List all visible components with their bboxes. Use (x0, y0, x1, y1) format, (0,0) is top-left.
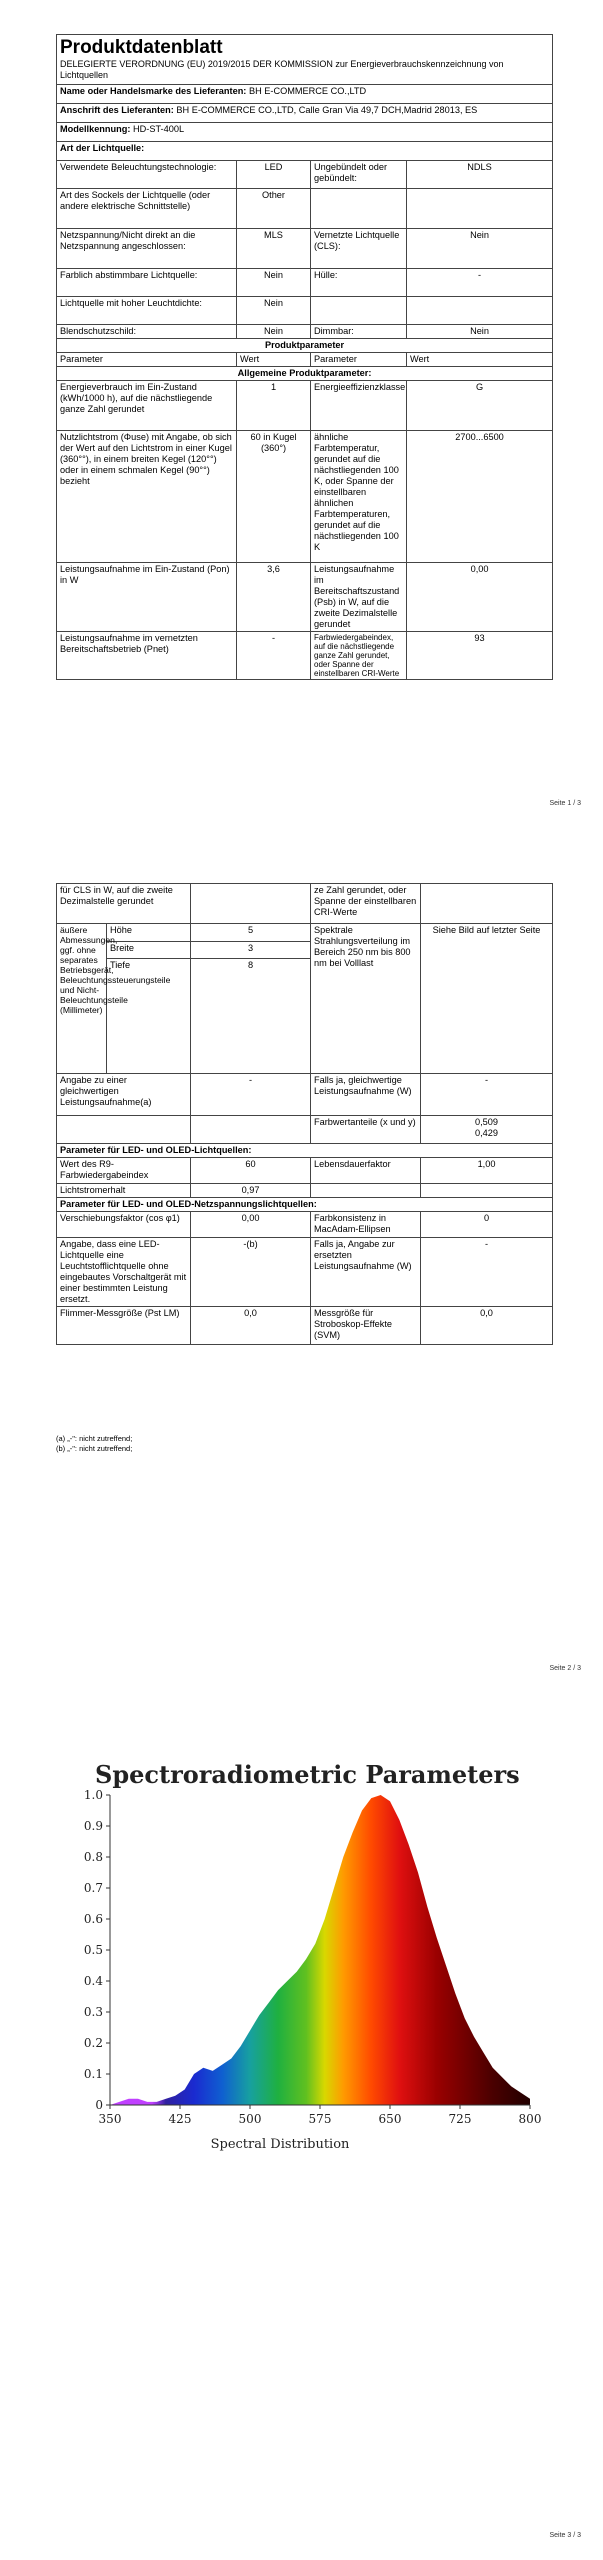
col-header-value-2: Wert (407, 353, 553, 367)
type-row-1-value-2: NDLS (407, 161, 553, 189)
table-row (57, 297, 553, 325)
continued-value-2 (421, 884, 553, 924)
x-tick-label: 425 (168, 2112, 192, 2126)
type-row-2-value-2 (407, 189, 553, 229)
y-tick-label: 0.9 (83, 1819, 103, 1833)
chart-title: Spectroradiometric Parameters (95, 1760, 520, 1789)
equivalent-power-value-2: - (421, 1074, 553, 1116)
replacement-value: -(b) (191, 1238, 311, 1307)
displacement-factor-label: Verschiebungsfaktor (cos φ1) (57, 1212, 191, 1238)
col-header-parameter: Parameter (57, 353, 237, 367)
r9-value: 60 (191, 1158, 311, 1184)
dimension-value-height: 5 (191, 924, 311, 942)
color-consistency-label: Farbkonsistenz in MacAdam-Ellipsen (311, 1212, 421, 1238)
type-row-5-value: Nein (237, 297, 311, 325)
page-3-footer: Seite 3 / 3 (549, 2532, 581, 2539)
type-row-1-label: Verwendete Beleuchtungstechnologie: (57, 161, 237, 189)
survival-value: 1,00 (421, 1158, 553, 1184)
col-header-parameter-2: Parameter (311, 353, 407, 367)
light-source-type-heading: Art der Lichtquelle: (57, 142, 553, 161)
dimensions-label: äußere Abmessungen, ggf. ohne separates Betriebsgerät, Beleuchtungssteuerungsteile und Nicht-Beleuchtungsteile (Millimeter) (57, 924, 107, 1074)
general-row-2-value-2: 2700...6500 (407, 431, 553, 563)
general-row-4-label: Leistungsaufnahme im vernetzten Bereitschaftsbetrieb (Pnet) (57, 632, 237, 680)
y-tick-label: 1.0 (83, 1788, 103, 1802)
led-params-heading: Parameter für LED- und OLED-Lichtquellen: (57, 1144, 553, 1158)
footnote-b: (b) „-": nicht zutreffend; (56, 1444, 133, 1453)
y-tick-label: 0.5 (83, 1943, 103, 1957)
supplier-address-label: Anschrift des Lieferanten: (60, 105, 174, 115)
table-row (57, 269, 553, 297)
table-row (57, 632, 553, 680)
continued-label-2: ze Zahl gerundet, oder Spanne der einstellbaren CRI-Werte (311, 884, 421, 924)
general-row-1-label-2: Energieeffizienzklasse (311, 381, 407, 431)
datasheet-table-page-2 (56, 883, 553, 1345)
type-row-4-value: Nein (237, 269, 311, 297)
footnote-a: (a) „-": nicht zutreffend; (56, 1434, 133, 1443)
equivalent-power-label: Angabe zu einer gleichwertigen Leistungsaufnahme(a) (57, 1074, 191, 1116)
page-1-footer: Seite 1 / 3 (549, 800, 581, 807)
lumen-maintenance-label: Lichtstromerhalt (57, 1184, 191, 1198)
general-row-2-label: Nutzlichtstrom (Φuse) mit Angabe, ob sich der Wert auf den Lichtstrom in einer Kugel (360°°), in einem breiten Kegel (120°°) oder in einem schmalen Kegel (90°°) bezieht (57, 431, 237, 563)
type-row-3-value-2: Nein (407, 229, 553, 269)
x-tick-label: 725 (448, 2112, 472, 2126)
supplier-address-row (57, 104, 553, 123)
page-1 (0, 0, 603, 853)
spectrum-area (110, 1795, 530, 2105)
table-row (57, 1074, 553, 1116)
mains-params-heading: Parameter für LED- und OLED-Netzspannungslichtquellen: (57, 1198, 553, 1212)
type-row-5-label: Lichtquelle mit hoher Leuchtdichte: (57, 297, 237, 325)
page-2 (0, 853, 603, 1706)
y-tick-label: 0.2 (83, 2036, 103, 2050)
general-row-3-value: 3,6 (237, 563, 311, 632)
y-tick-label: 0.6 (83, 1912, 103, 1926)
chromaticity-y: 0,429 (475, 1128, 499, 1138)
type-row-3-label-2: Vernetzte Lichtquelle (CLS): (311, 229, 407, 269)
table-row (57, 229, 553, 269)
table-row (57, 563, 553, 632)
general-params-heading: Allgemeine Produktparameter: (57, 367, 553, 381)
x-tick-label: 500 (238, 2112, 262, 2126)
empty-cell (421, 1184, 553, 1198)
general-row-1-value: 1 (237, 381, 311, 431)
table-row (57, 884, 553, 924)
general-row-1-label: Energieverbrauch im Ein-Zustand (kWh/1000 h), auf die nächstliegende ganze Zahl gerundet (57, 381, 237, 431)
table-row (57, 1158, 553, 1184)
x-tick-label: 650 (378, 2112, 402, 2126)
y-axis-ticks (84, 1788, 110, 2112)
product-params-heading: Produktparameter (57, 339, 553, 353)
x-axis-label: Spectral Distribution (210, 2137, 350, 2152)
displacement-factor-value: 0,00 (191, 1212, 311, 1238)
type-row-2-value: Other (237, 189, 311, 229)
flicker-label: Flimmer-Messgröße (Pst LM) (57, 1307, 191, 1345)
y-tick-label: 0.7 (83, 1881, 103, 1895)
dimension-name-depth: Tiefe (107, 959, 191, 1074)
general-row-4-value-2: 93 (407, 632, 553, 680)
table-row (57, 1238, 553, 1307)
supplier-name-label: Name oder Handelsmarke des Lieferanten: (60, 86, 247, 96)
dimension-value-width: 3 (191, 941, 311, 959)
type-row-3-label: Netzspannung/Nicht direkt an die Netzspannung angeschlossen: (57, 229, 237, 269)
r9-label: Wert des R9-Farbwiedergabeindex (57, 1158, 191, 1184)
chromaticity-values (421, 1116, 553, 1144)
spectral-value: Siehe Bild auf letzter Seite (421, 924, 553, 1074)
spectral-distribution-chart (0, 1735, 603, 2185)
col-header-value: Wert (237, 353, 311, 367)
flicker-value: 0,0 (191, 1307, 311, 1345)
table-row (57, 161, 553, 189)
general-row-1-value-2: G (407, 381, 553, 431)
type-row-6-value: Nein (237, 325, 311, 339)
continued-value (191, 884, 311, 924)
type-row-1-label-2: Ungebündelt oder gebündelt: (311, 161, 407, 189)
equivalent-power-label-2: Falls ja, gleichwertige Leistungsaufnahme (W) (311, 1074, 421, 1116)
spectral-label: Spektrale Strahlungsverteilung im Bereich 250 nm bis 800 nm bei Volllast (311, 924, 421, 1074)
table-row (57, 189, 553, 229)
supplier-name-row (57, 85, 553, 104)
regulation-text: DELEGIERTE VERORDNUNG (EU) 2019/2015 DER KOMMISSION zur Energieverbrauchskennzeichnung von Lichtquellen (60, 59, 504, 80)
general-row-2-label-2: ähnliche Farbtemperatur, gerundet auf die nächstliegenden 100 K, oder Spanne der einstellbaren ähnlichen Farbtemperaturen, gerundet auf die nächstliegenden 100 K (311, 431, 407, 563)
model-value: HD-ST-400L (133, 124, 185, 134)
x-tick-label: 575 (308, 2112, 332, 2126)
table-row (57, 1116, 553, 1144)
general-row-4-value: - (237, 632, 311, 680)
y-tick-label: 0.8 (83, 1850, 103, 1864)
type-row-2-label: Art des Sockels der Lichtquelle (oder andere elektrische Schnittstelle) (57, 189, 237, 229)
equivalent-power-value: - (191, 1074, 311, 1116)
type-row-4-label: Farblich abstimmbare Lichtquelle: (57, 269, 237, 297)
table-row (57, 431, 553, 563)
table-row (57, 325, 553, 339)
empty-cell (311, 1184, 421, 1198)
x-axis-ticks (99, 2105, 542, 2126)
datasheet-table-page-1 (56, 34, 553, 680)
general-row-3-label-2: Leistungsaufnahme im Bereitschaftszustand (Psb) in W, auf die zweite Dezimalstelle gerundet (311, 563, 407, 632)
type-row-3-value: MLS (237, 229, 311, 269)
empty-cell (191, 1116, 311, 1144)
type-row-5-value-2 (407, 297, 553, 325)
table-row (57, 1212, 553, 1238)
y-tick-label: 0 (95, 2098, 103, 2112)
page-2-footer: Seite 2 / 3 (549, 1665, 581, 1672)
replacement-label: Angabe, dass eine LED-Lichtquelle eine Leuchtstofflichtquelle ohne eingebautes Vorschaltgerät mit einer bestimmten Leistung ersetzt. (57, 1238, 191, 1307)
dimension-name-height: Höhe (107, 924, 191, 942)
chromaticity-label: Farbwertanteile (x und y) (311, 1116, 421, 1144)
color-consistency-value: 0 (421, 1212, 553, 1238)
empty-cell (57, 1116, 191, 1144)
type-row-6-label: Blendschutzschild: (57, 325, 237, 339)
general-row-3-value-2: 0,00 (407, 563, 553, 632)
model-label: Modellkennung: (60, 124, 131, 134)
column-header-row (57, 353, 553, 367)
type-row-5-label-2 (311, 297, 407, 325)
general-row-4-label-2: Farbwiedergabeindex, auf die nächstliegende ganze Zahl gerundet, oder Spanne der einstellbaren CRI-Werte (311, 632, 407, 680)
lumen-maintenance-value: 0,97 (191, 1184, 311, 1198)
type-row-1-value: LED (237, 161, 311, 189)
model-row (57, 123, 553, 142)
survival-label: Lebensdauerfaktor (311, 1158, 421, 1184)
replacement-value-2: - (421, 1238, 553, 1307)
type-row-2-label-2 (311, 189, 407, 229)
type-row-6-label-2: Dimmbar: (311, 325, 407, 339)
x-tick-label: 350 (98, 2112, 122, 2126)
dimensions-row (57, 924, 553, 942)
table-row (57, 1184, 553, 1198)
dimension-value-depth: 8 (191, 959, 311, 1074)
type-row-4-label-2: Hülle: (311, 269, 407, 297)
x-tick-label: 800 (518, 2112, 542, 2126)
replacement-label-2: Falls ja, Angabe zur ersetzten Leistungsaufnahme (W) (311, 1238, 421, 1307)
stroboscopic-value: 0,0 (421, 1307, 553, 1345)
table-row (57, 1307, 553, 1345)
footnotes (56, 1434, 132, 1454)
y-tick-label: 0.4 (83, 1974, 103, 1988)
general-row-3-label: Leistungsaufnahme im Ein-Zustand (Pon) in W (57, 563, 237, 632)
type-row-6-value-2: Nein (407, 325, 553, 339)
y-tick-label: 0.1 (83, 2067, 103, 2081)
continued-label: für CLS in W, auf die zweite Dezimalstelle gerundet (57, 884, 191, 924)
type-row-4-value-2: - (407, 269, 553, 297)
chromaticity-x: 0,509 (475, 1117, 499, 1127)
stroboscopic-label: Messgröße für Stroboskop-Effekte (SVM) (311, 1307, 421, 1345)
y-tick-label: 0.3 (83, 2005, 103, 2019)
general-row-2-value: 60 in Kugel (360°) (237, 431, 311, 563)
dimension-name-width: Breite (107, 941, 191, 959)
document-title: Produktdatenblatt (60, 37, 223, 58)
supplier-address: BH E-COMMERCE CO.,LTD, Calle Gran Via 49,7 DCH,Madrid 28013, ES (176, 105, 478, 115)
supplier-name: BH E-COMMERCE CO.,LTD (248, 86, 367, 96)
table-row (57, 381, 553, 431)
